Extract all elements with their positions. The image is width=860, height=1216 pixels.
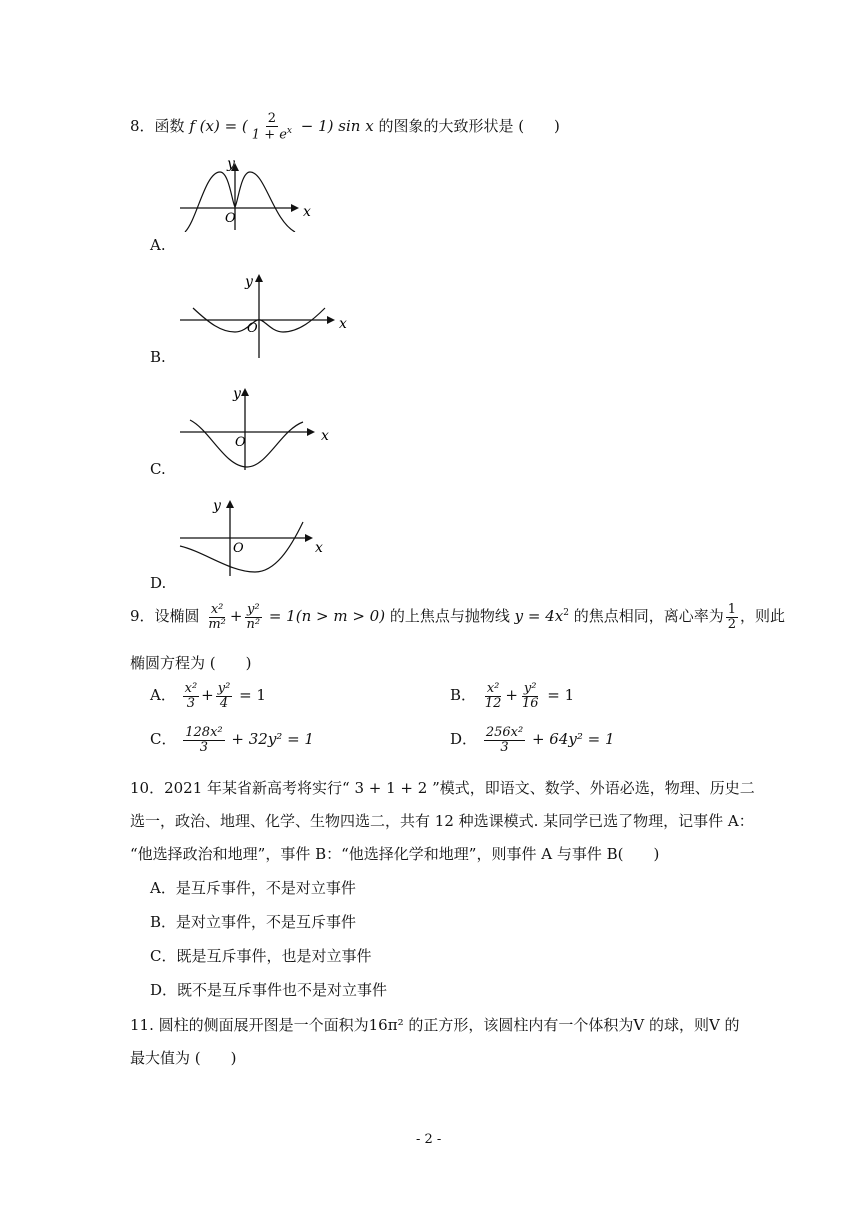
q9-optB-frac1 bbox=[483, 682, 504, 710]
num: x² bbox=[486, 681, 500, 696]
q8-graph-c bbox=[175, 382, 335, 472]
q8-option-c-label: C. bbox=[150, 460, 166, 478]
q9-parabola: y = 4x bbox=[514, 607, 564, 626]
q9-optC-tail: + 32y² = 1 bbox=[226, 730, 314, 749]
x-arrow bbox=[327, 316, 335, 324]
axis-x-label: x bbox=[321, 428, 329, 444]
den: 12 bbox=[484, 695, 502, 711]
num: 256x² bbox=[485, 725, 524, 740]
q9-frac-y-num: y² bbox=[246, 602, 260, 617]
q9-optA-tail: = 1 bbox=[234, 686, 266, 705]
q9-frac-x-num: x² bbox=[210, 602, 224, 617]
y-arrow bbox=[226, 500, 234, 508]
q9-option-b-label: B． bbox=[450, 686, 477, 705]
num: 128x² bbox=[185, 725, 223, 740]
y-arrow bbox=[255, 274, 263, 282]
den: 3 bbox=[186, 695, 196, 711]
q10-option-c: C．既是互斥事件，也是对立事件 bbox=[150, 947, 372, 965]
curve-a bbox=[185, 172, 295, 232]
q9-optD-tail: + 64y² = 1 bbox=[527, 730, 615, 749]
q8-graph-b bbox=[175, 268, 355, 360]
q8-post-frac: − 1) sin x bbox=[296, 116, 374, 135]
q8-option-d-label: D. bbox=[150, 574, 167, 592]
q10-line3: “他选择政治和地理”，事件 B：“他选择化学和地理”，则事件 A 与事件 B( ) bbox=[130, 845, 660, 863]
q9-number: 9． bbox=[130, 607, 155, 626]
origin-label: O bbox=[225, 211, 236, 226]
q9-frac-y-den: n² bbox=[246, 616, 261, 632]
q9-line2: 椭圆方程为 ( ) bbox=[130, 654, 252, 672]
q8-option-b-label: B. bbox=[150, 348, 166, 366]
q9-option-d bbox=[450, 726, 615, 754]
axis-x-label: x bbox=[339, 316, 347, 332]
q9-half-num: 1 bbox=[727, 602, 737, 617]
q10-line1: 10．2021 年某省新高考将实行“ 3 + 1 + 2 ”模式，即语文、数学、外语必选，物理、历史二 bbox=[130, 779, 755, 797]
q8-option-a-label: A. bbox=[150, 236, 166, 254]
q8-number: 8． bbox=[130, 116, 155, 135]
origin-label: O bbox=[233, 541, 244, 556]
q11-line2: 最大值为 ( ) bbox=[130, 1049, 237, 1067]
q9-optB-tail: = 1 bbox=[542, 686, 575, 705]
q9-optA-frac1 bbox=[183, 682, 200, 710]
x-arrow bbox=[305, 534, 313, 542]
q9-option-d-label: D． bbox=[450, 730, 478, 749]
q10-option-d: D．既不是互斥事件也不是对立事件 bbox=[150, 981, 388, 999]
q11-line1: 11. 圆柱的侧面展开图是一个面积为16π² 的正方形，该圆柱内有一个体积为V 的球，则V 的 bbox=[130, 1016, 740, 1034]
den: 16 bbox=[521, 695, 539, 711]
q9-mid2: 的焦点相同，离心率为 bbox=[573, 607, 724, 626]
q8-frac-num: 2 bbox=[267, 111, 277, 126]
q8-graph-d bbox=[175, 494, 335, 582]
origin-label: O bbox=[247, 321, 258, 336]
q9-option-c-label: C． bbox=[150, 730, 177, 749]
q8-fx: f (x) = ( bbox=[189, 116, 248, 135]
axis-y-label: y bbox=[233, 386, 241, 402]
q8-frac-den-exp: x bbox=[286, 125, 292, 136]
page-number: - 2 - bbox=[416, 1132, 442, 1147]
num: y² bbox=[523, 681, 537, 696]
q9-half bbox=[726, 603, 738, 631]
q8-pre: 函数 bbox=[154, 116, 185, 135]
y-arrow bbox=[241, 388, 249, 396]
q9-frac-x bbox=[206, 603, 228, 631]
q8-frac-den-base: 1 + e bbox=[251, 126, 287, 142]
q9-optB-frac2 bbox=[520, 682, 541, 710]
q9-option-c bbox=[150, 726, 314, 754]
q9-stem: 9．设椭圆 $\frac{\text{x²}}{\text{m²}}$ + $\frac{\text{y²}}{\text{n²}}$ = 1(n > m > 0) 的上焦点与抛物线 $y = 4x^2$ 的焦点相同，离心率为 $\frac{1}{2}$ ，则此 bbox=[130, 602, 786, 632]
q9-ellipse-cond: = 1(n > m > 0) bbox=[264, 607, 386, 626]
q9-optA-frac2 bbox=[216, 682, 233, 710]
q8-graph-a bbox=[175, 152, 315, 232]
num: x² bbox=[184, 681, 198, 696]
q10-line2: 选一，政治、地理、化学、生物四选二，共有 12 种选课模式. 某同学已选了物理，记事件 A： bbox=[130, 812, 754, 830]
q8-fraction bbox=[250, 112, 294, 142]
q9-option-b: B． $\frac{\text{x²}}{12}$ + $\frac{\text{y²}}{16}$ = 1 bbox=[450, 681, 575, 711]
q10-option-b: B．是对立事件，不是互斥事件 bbox=[150, 913, 357, 931]
axis-y-label: y bbox=[227, 156, 235, 172]
curve-c bbox=[190, 420, 303, 467]
q8-stem bbox=[130, 112, 560, 142]
axis-x-label: x bbox=[315, 540, 323, 556]
den: 3 bbox=[199, 739, 209, 755]
q9-option-a: A． $\frac{\text{x²}}{3}$ + $\frac{\text{y²}}{4}$ = 1 bbox=[150, 681, 266, 711]
q9-optC-frac bbox=[183, 726, 224, 754]
origin-label: O bbox=[235, 435, 246, 450]
x-arrow bbox=[307, 428, 315, 436]
q10-option-a: A．是互斥事件，不是对立事件 bbox=[150, 879, 356, 897]
axis-y-label: y bbox=[213, 498, 221, 514]
q9-option-a-label: A． bbox=[150, 686, 176, 705]
axis-x-label: x bbox=[303, 204, 311, 220]
q8-tail: 的图象的大致形状是 ( ) bbox=[378, 116, 560, 135]
q9-optD-frac bbox=[484, 726, 525, 754]
q9-mid: 的上焦点与抛物线 bbox=[389, 607, 510, 626]
q9-tail: ，则此 bbox=[740, 607, 786, 626]
axis-y-label: y bbox=[245, 274, 253, 290]
x-arrow bbox=[291, 204, 299, 212]
q9-half-den: 2 bbox=[727, 616, 737, 632]
den: 4 bbox=[219, 695, 229, 711]
num: y² bbox=[217, 681, 231, 696]
den: 3 bbox=[500, 739, 509, 755]
q9-frac-x-den: m² bbox=[208, 616, 226, 632]
q9-frac-y bbox=[244, 603, 262, 631]
q8-frac-den bbox=[250, 127, 294, 142]
q9-pre: 设椭圆 bbox=[154, 607, 200, 626]
